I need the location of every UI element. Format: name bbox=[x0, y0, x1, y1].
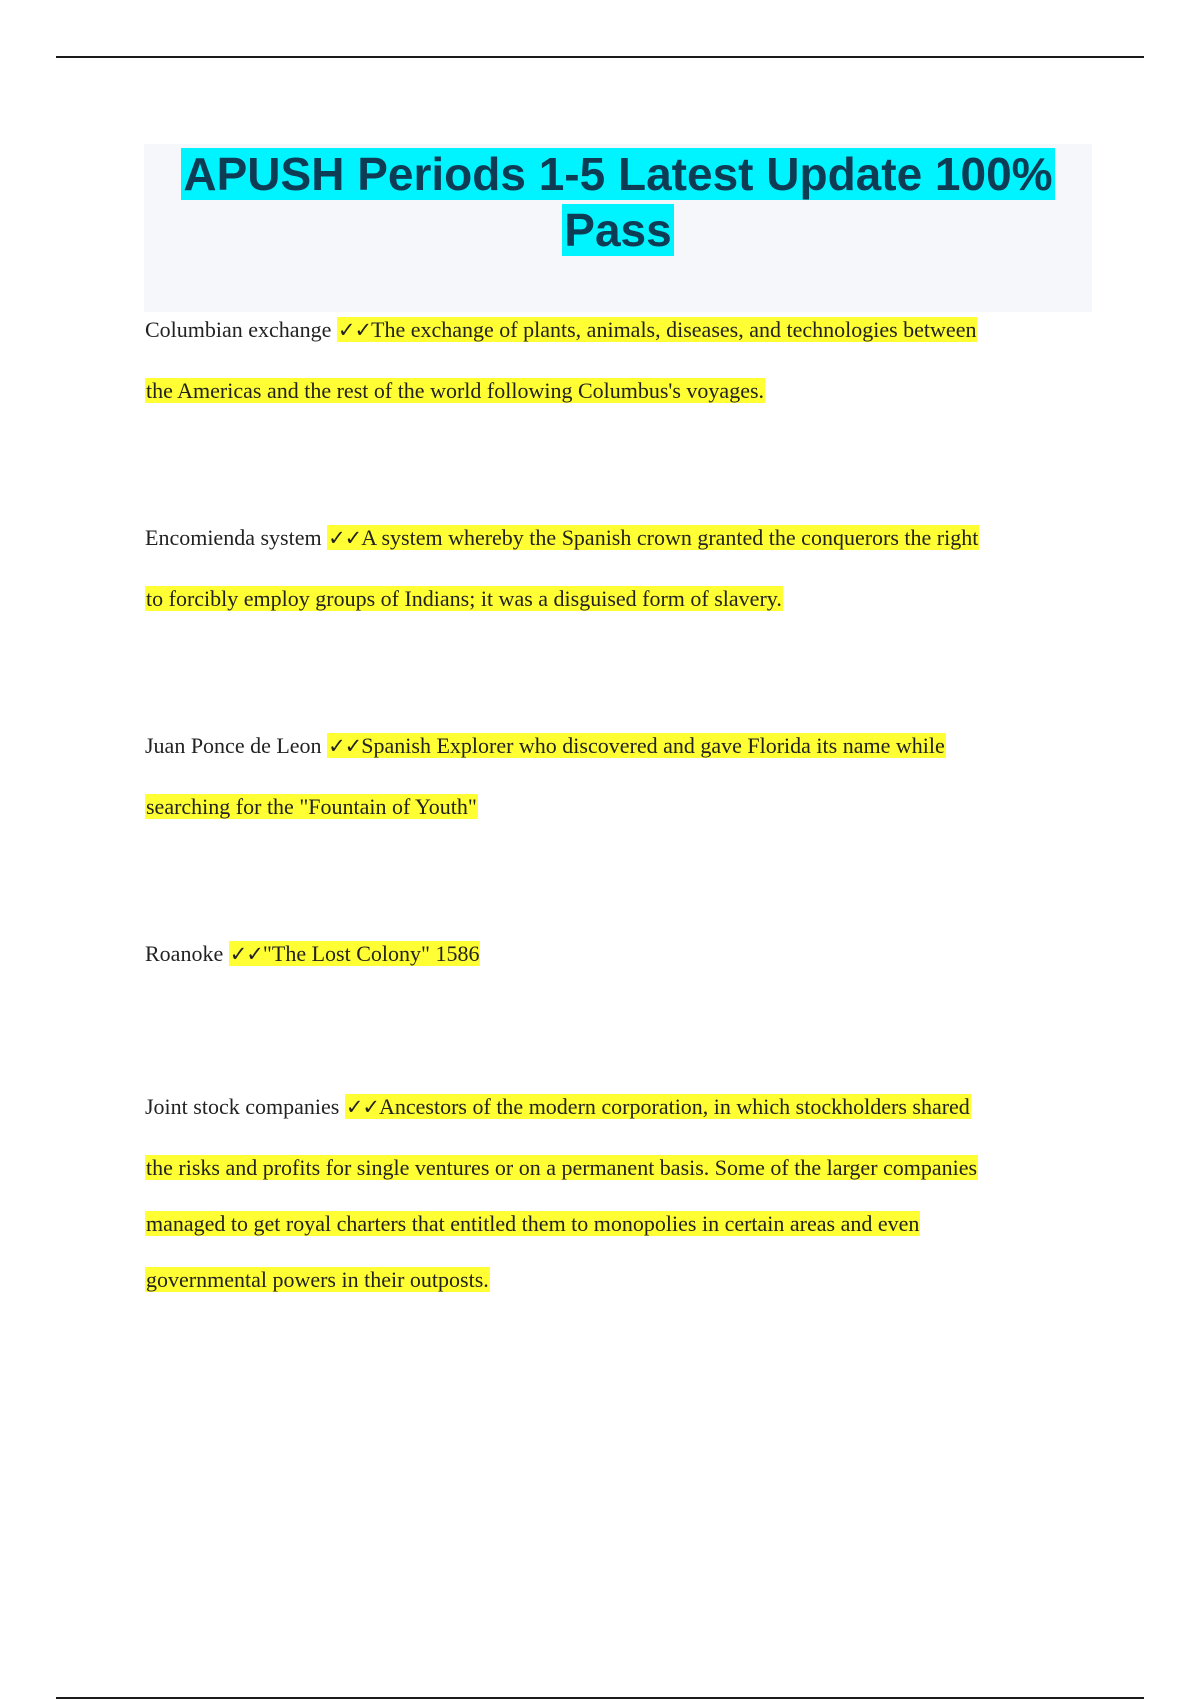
double-check-icon: ✓✓ bbox=[345, 1095, 380, 1119]
entry-term: Roanoke bbox=[145, 941, 224, 966]
title-line-1: APUSH Periods 1-5 Latest Update 100% bbox=[183, 148, 1053, 200]
entry-definition-text: A system whereby the Spanish crown granted the conquerors the right bbox=[361, 525, 979, 550]
entry-line bbox=[145, 937, 480, 971]
entry-line bbox=[145, 1151, 978, 1185]
entry-definition-text: managed to get royal charters that entitled them to monopolies in certain areas and even bbox=[146, 1211, 920, 1236]
double-check-icon: ✓✓ bbox=[328, 526, 362, 550]
entry-definition-text: The exchange of plants, animals, diseases, and technologies between bbox=[371, 317, 977, 342]
entry-term: Columbian exchange bbox=[145, 317, 332, 342]
entry-definition-highlight bbox=[229, 941, 481, 966]
entry-definition-text: governmental powers in their outposts. bbox=[146, 1267, 489, 1292]
entry-definition-text: "The Lost Colony" 1586 bbox=[262, 941, 480, 966]
entry-term: Juan Ponce de Leon bbox=[145, 733, 322, 758]
entry-line bbox=[145, 582, 783, 616]
entry-term: Encomienda system bbox=[145, 525, 322, 550]
double-check-icon: ✓✓ bbox=[328, 734, 362, 758]
entry-definition-highlight bbox=[327, 733, 946, 758]
title-block bbox=[144, 144, 1092, 312]
entry-line bbox=[145, 1263, 490, 1297]
document-title bbox=[144, 144, 1092, 258]
top-rule bbox=[56, 56, 1144, 58]
entry-line bbox=[145, 374, 765, 408]
entry-line bbox=[145, 1207, 920, 1241]
entry-definition-highlight bbox=[327, 525, 979, 550]
double-check-icon: ✓✓ bbox=[229, 942, 263, 966]
entry-term: Joint stock companies bbox=[145, 1094, 340, 1119]
entry-definition-text: searching for the "Fountain of Youth" bbox=[146, 794, 477, 819]
bottom-rule bbox=[56, 1697, 1144, 1699]
entry-definition-text: the risks and profits for single ventures or on a permanent basis. Some of the larger companies bbox=[146, 1155, 978, 1180]
entry-definition-text: the Americas and the rest of the world following Columbus's voyages. bbox=[146, 378, 765, 403]
entry-definition-text: to forcibly employ groups of Indians; it was a disguised form of slavery. bbox=[146, 586, 782, 611]
title-line-2: Pass bbox=[564, 204, 672, 256]
entry-definition-text: Ancestors of the modern corporation, in which stockholders shared bbox=[379, 1094, 970, 1119]
entry-line bbox=[145, 313, 977, 347]
entry-definition-highlight bbox=[337, 317, 978, 342]
entry-line bbox=[145, 521, 979, 555]
entry-definition-highlight bbox=[345, 1094, 971, 1119]
entry-line bbox=[145, 1090, 971, 1124]
entry-definition-text: Spanish Explorer who discovered and gave Florida its name while bbox=[361, 733, 945, 758]
entry-line bbox=[145, 729, 946, 763]
entry-line bbox=[145, 790, 478, 824]
double-check-icon: ✓✓ bbox=[337, 318, 372, 342]
